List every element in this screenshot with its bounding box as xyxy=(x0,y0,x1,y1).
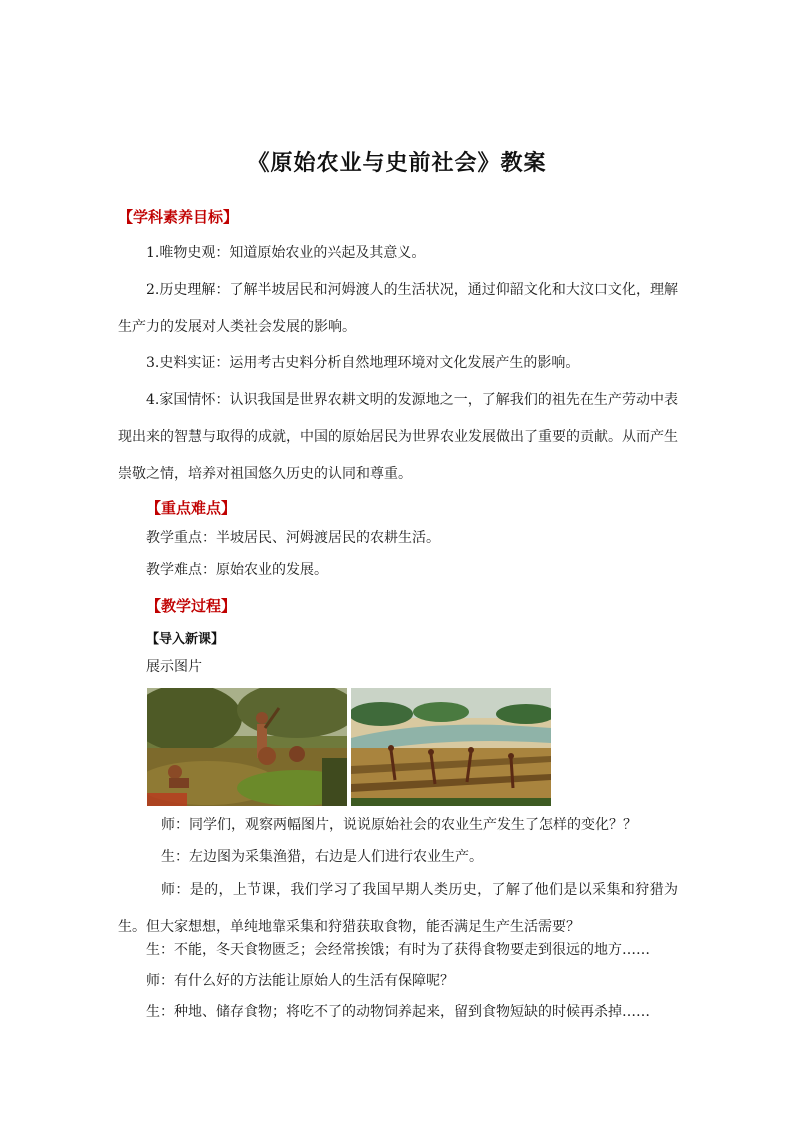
process-heading: 【教学过程】 xyxy=(146,597,237,615)
show-pictures-text: 展示图片 xyxy=(146,659,202,675)
dialogue-line-5: 师：有什么好的方法能让原始人的生活有保障呢？ xyxy=(146,973,454,989)
dialogue-line-2: 生：左边图为采集渔猎，右边是人们进行农业生产。 xyxy=(161,849,483,865)
objectives-heading: 【学科素养目标】 xyxy=(118,208,239,226)
objective-4: 4.家国情怀：认识我国是世界农耕文明的发源地之一，了解我们的祖先在生产劳动中表现出来的智慧与取得的成就，中国的原始居民为世界农业发展做出了重要的贡献。从而产生崇敬之情，培养对祖国悠久历史的认同和尊重。 xyxy=(118,392,678,482)
farming-scene-icon xyxy=(351,688,551,806)
dialogue-line-6: 生：种地、储存食物；将吃不了的动物饲养起来，留到食物短缺的时候再杀掉…… xyxy=(146,1004,650,1020)
difficult-point: 教学难点：原始农业的发展。 xyxy=(146,562,328,578)
document-title: 《原始农业与史前社会》教案 xyxy=(247,151,547,176)
dialogue-line-1: 师：同学们，观察两幅图片，说说原始社会的农业生产发生了怎样的变化？？ xyxy=(161,817,637,833)
gathering-hunting-scene-icon xyxy=(147,688,347,806)
objective-3: 3.史料实证：运用考古史料分析自然地理环境对文化发展产生的影响。 xyxy=(146,355,580,371)
intro-heading: 【导入新课】 xyxy=(146,632,225,647)
key-points-heading: 【重点难点】 xyxy=(146,499,237,517)
dialogue-line-4: 生：不能，冬天食物匮乏；会经常挨饿；有时为了获得食物要走到很远的地方…… xyxy=(146,942,650,958)
objective-1: 1.唯物史观：知道原始农业的兴起及其意义。 xyxy=(146,245,426,261)
objective-2: 2.历史理解：了解半坡居民和河姆渡人的生活状况，通过仰韶文化和大汶口文化，理解生产力的发展对人类社会发展的影响。 xyxy=(118,282,678,335)
dialogue-line-3: 师：是的，上节课，我们学习了我国早期人类历史，了解了他们是以采集和狩猎为生。但大家想想，单纯地靠采集和狩猎获取食物，能否满足生产生活需要？ xyxy=(118,882,678,935)
illustration-pair xyxy=(147,688,551,806)
key-point: 教学重点：半坡居民、河姆渡居民的农耕生活。 xyxy=(146,530,440,546)
